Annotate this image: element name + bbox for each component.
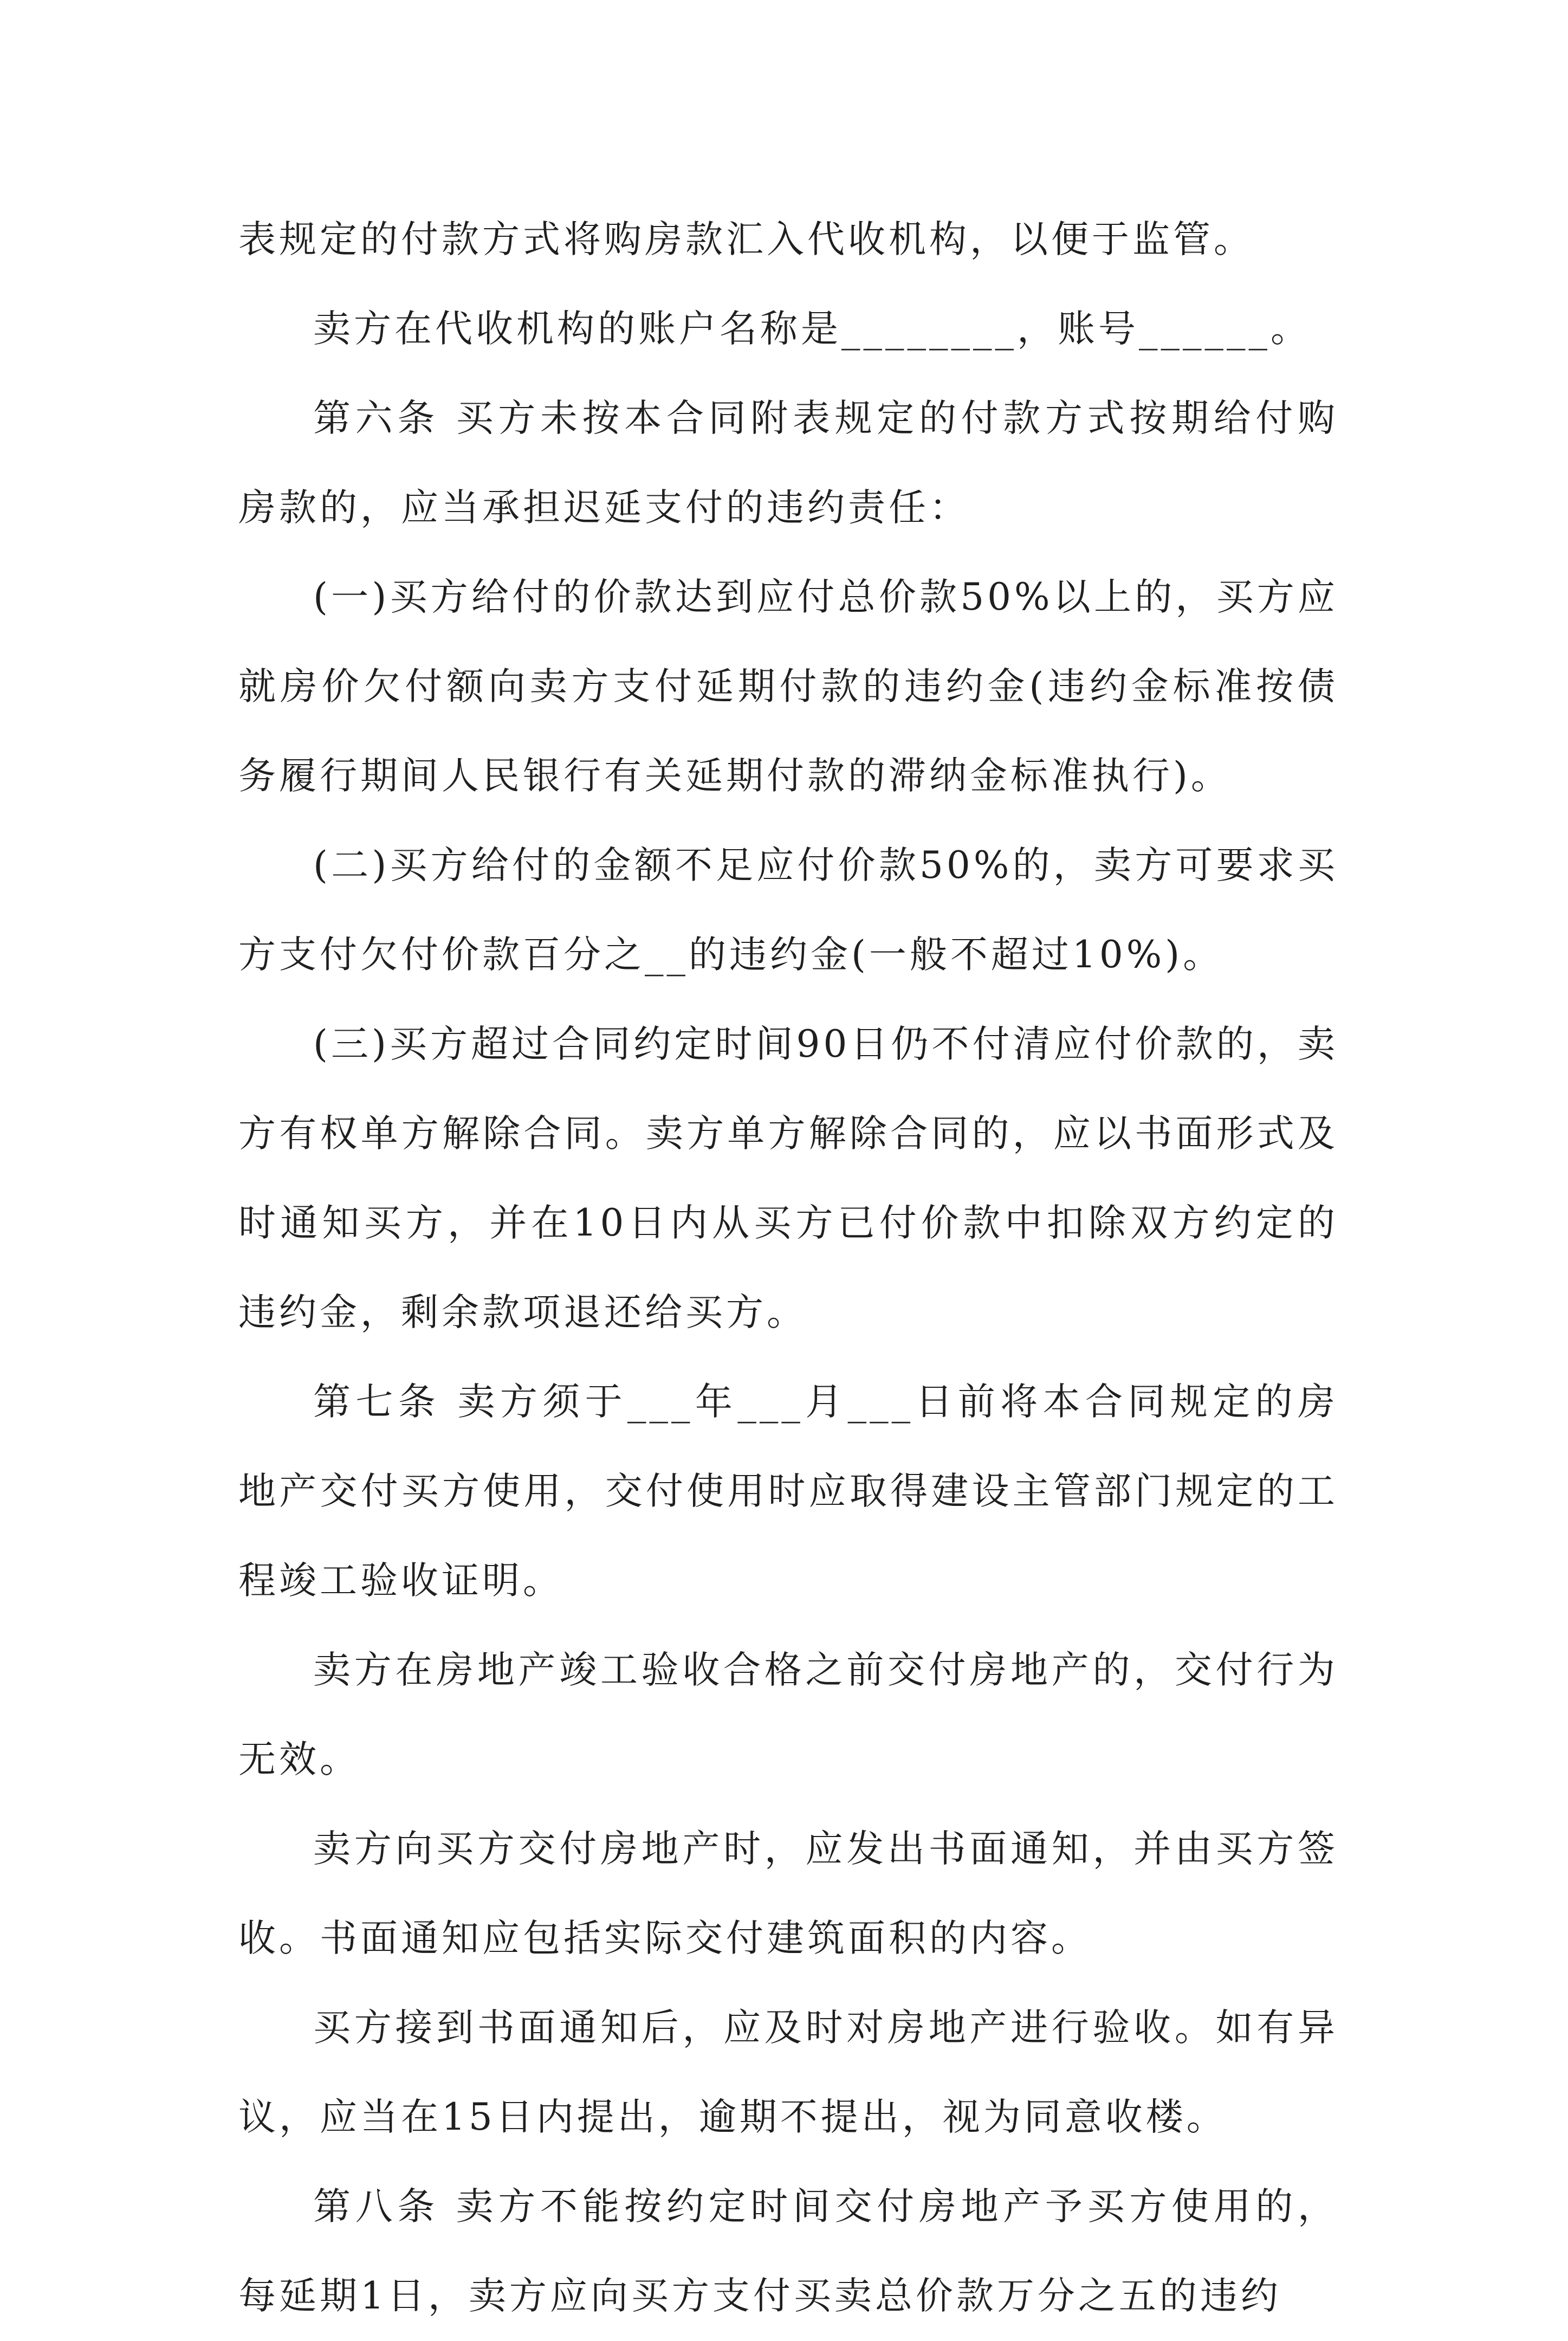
paragraph-buyer-inspection: 买方接到书面通知后，应及时对房地产进行验收。如有异议，应当在15日内提出，逾期不提出，视为同意收楼。 [238, 2006, 1338, 2139]
paragraph-delivery-invalid: 卖方在房地产竣工验收合格之前交付房地产的，交付行为无效。 [238, 1648, 1338, 1781]
paragraph-article-6-item-2: (二)买方给付的金额不足应付价款50%的，卖方可要求买方支付欠付价款百分之__的违约金(一般不超过10%)。 [238, 844, 1338, 977]
paragraph-article-7: 第七条 卖方须于___年___月___日前将本合同规定的房地产交付买方使用，交付使用时应取得建设主管部门规定的工程竣工验收证明。 [238, 1380, 1338, 1602]
paragraph-article-6: 第六条 买方未按本合同附表规定的付款方式按期给付购房款的，应当承担迟延支付的违约责任： [238, 397, 1338, 529]
paragraph-article-8: 第八条 卖方不能按约定时间交付房地产予买方使用的，每延期1日，卖方应向买方支付买卖总价款万分之五的违约 [238, 2185, 1338, 2318]
document-body [238, 195, 1338, 2341]
paragraph-written-notice: 卖方向买方交付房地产时，应发出书面通知，并由买方签收。书面通知应包括实际交付建筑面积的内容。 [238, 1827, 1338, 1960]
paragraph-article-6-item-1: (一)买方给付的价款达到应付总价款50%以上的，买方应就房价欠付额向卖方支付延期付款的违约金(违约金标准按债务履行期间人民银行有关延期付款的滞纳金标准执行)。 [238, 575, 1338, 798]
paragraph-payment-method-cont: 表规定的付款方式将购房款汇入代收机构，以便于监管。 [238, 218, 1254, 261]
paragraph-seller-account: 卖方在代收机构的账户名称是________，账号______。 [313, 307, 1311, 351]
paragraph-article-6-item-3: (三)买方超过合同约定时间90日仍不付清应付价款的，卖方有权单方解除合同。卖方单方解除合同的，应以书面形式及时通知买方，并在10日内从买方已付价款中扣除双方约定的违约金，剩余款项退还给买方。 [238, 1023, 1338, 1334]
